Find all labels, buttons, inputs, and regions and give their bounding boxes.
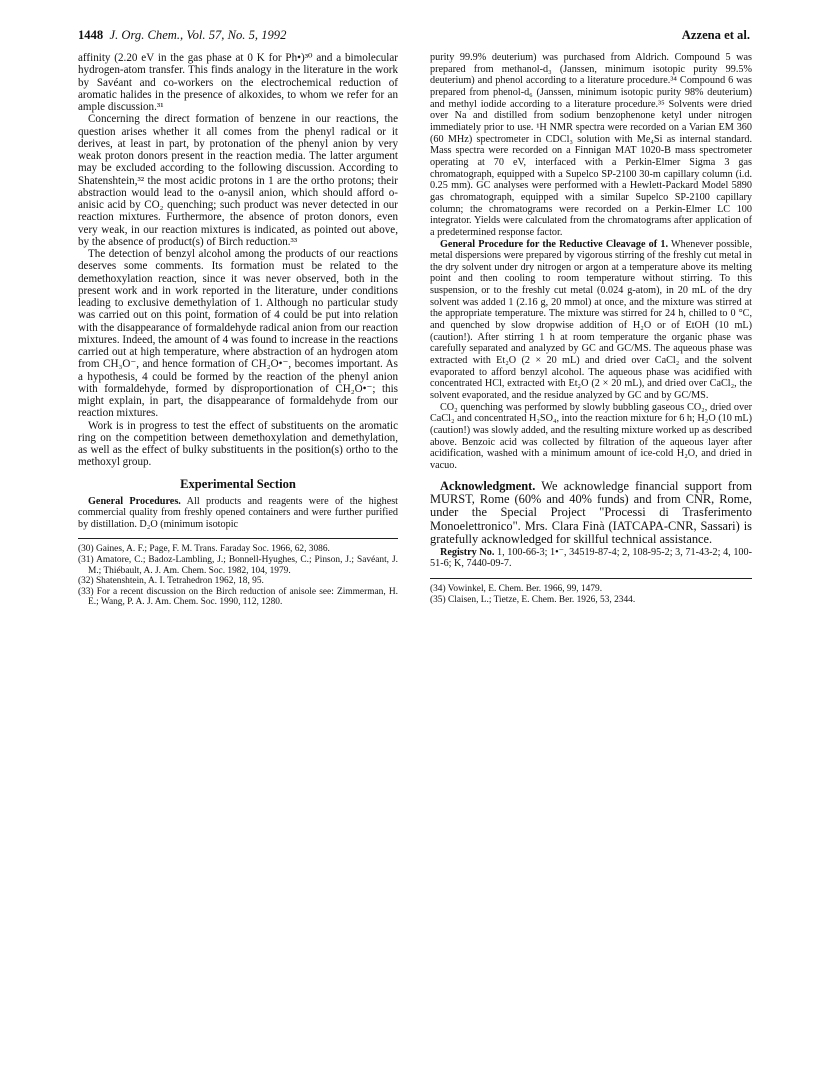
general-procedure-paragraph — [430, 239, 752, 402]
left-paragraph-1: affinity (2.20 eV in the gas phase at 0 K for Ph•)³⁰ and a bimolecular hydrogen-atom transfer. This finds analogy in the literature in the work by Savéant and co-workers on the electrochemical reduction of aromatic halides in the presence of alkoxides, to whom we refer for an ample discussion.³¹ — [78, 52, 398, 113]
running-head — [78, 28, 286, 43]
registry-paragraph — [430, 547, 752, 570]
co2-quenching-paragraph: CO₂ quenching was performed by slowly bubbling gaseous CO₂, dried over CaCl₂ and concentrated H₂SO₄, into the reaction mixture for 6 h; H₂O (10 mL) (caution!) was slowly added, and the resulting mixture worked up as described above. Benzoic acid was collected by filtration of the aqueous layer after acidification, washed with a minimum amount of ice-cold H₂O, and dried in vacuo. — [430, 401, 752, 471]
footnote-30: (30) Gaines, A. F.; Page, F. M. Trans. Faraday Soc. 1966, 62, 3086. — [78, 544, 330, 555]
left-paragraph-3: The detection of benzyl alcohol among the products of our reactions deserves some comments. Its formation must be related to the demethoxylation reaction, since it was never observed, both in the present work and in work reported in the literature, under conditions leading to exclusive demethylation of 1. Although no particular study was carried out on this point, formation of 4 could be put into relation with the disappearance of formaldehyde radical anion from our reaction mixtures. Indeed, the amount of 4 was found to increase in the reactions carried out at high temperature, where abstraction of an hydrogen atom from CH₃O⁻, and hence formation of CH₂O•⁻, becomes important. As a hypothesis, 4 could be formed by the reaction of the phenyl anion with formaldehyde, formed by disproportionation of CH₂O•⁻; this might explain, in part, the disappearance of formaldehyde from our reaction mixtures. — [78, 248, 398, 420]
footnote-rule-right — [430, 578, 752, 579]
right-column — [430, 52, 752, 605]
general-procedure-text: Whenever possible, metal dispersions were prepared by vigorous stirring of the freshly cut metal in the dry solvent under dry nitrogen or argon at a temperature above its melting point and then cooling to room temperature without stirring. To this suspension, or to the freshly cut metal (0.024 g-atom), in 20 mL of the dry solvent was added 1 (2.16 g, 20 mmol) at once, and the mixture was stirred at the appropriate temperature. The mixture was stirred for 24 h, chilled to 0 °C, and quenched by slow dropwise addition of H₂O or of EtOH (10 mL) (caution!). After stirring 1 h at room temperature the organic phase was carefully separated and analyzed by GC and GC/MS. The aqueous phase was extracted with Et₂O (2 × 20 mL) and dried over CaCl₂ and the solvent evaporated to afford benzyl alcohol. The aqueous phase was acidified with concentrated HCl, extracted with Et₂O (2 × 20 mL), and dried over CaCl₂, the solvent evaporated, and the residue analyzed by GC and by GC/MS. — [430, 238, 752, 402]
general-procedure-label: General Procedure for the Reductive Cleavage of 1. — [440, 238, 668, 250]
general-procedures-label: General Procedures. — [88, 495, 181, 507]
author-running-head: Azzena et al. — [681, 28, 750, 42]
registry-label: Registry No. — [440, 546, 495, 558]
acknowledgment-text: We acknowledge financial support from MURST, Rome (60% and 40% funds) and from CNR, Rome, under the Special Project "Processi di Trasferimento Monoelettronico". Mrs. Clara Finà (IATCAPA-CNR, Sassari) is gratefully acknowledged for skillful technical assistance. — [430, 478, 752, 547]
volume-issue-year: Vol. 57, No. 5, 1992 — [186, 28, 287, 42]
page-header — [78, 28, 750, 46]
footnote-33: (33) For a recent discussion on the Birch reduction of anisole see: Zimmerman, H. E.; Wang, P. A. J. Am. Chem. Soc. 1990, 112, 1280. — [78, 586, 398, 608]
page-number: 1448 — [78, 28, 104, 42]
registry-text: 1, 100-66-3; 1•⁻, 34519-87-4; 2, 108-95-2; 3, 71-43-2; 4, 100-51-6; K, 7440-09-7. — [430, 546, 752, 570]
left-column — [78, 52, 398, 608]
footnote-rule — [78, 538, 398, 539]
general-procedures-text: All products and reagents were of the highest commercial quality from freshly opened containers and were further purified by distillation. D₂O (minimum isotopic — [78, 495, 399, 530]
footnote-34: (34) Vowinkel, E. Chem. Ber. 1966, 99, 1479. — [430, 583, 603, 594]
section-title: Experimental Section — [180, 476, 296, 491]
footnote-35: (35) Claisen, L.; Tietze, E. Chem. Ber. 1926, 53, 2344. — [430, 594, 636, 605]
left-paragraph-2: Concerning the direct formation of benzene in our reactions, the question arises whether it all comes from the phenyl radical or it derives, at least in part, by protonation of the phenyl anion by very weak proton donors present in the reaction media. The latter argument may be excluded according to the following discussion. According to Shatenshtein,³² the most acidic protons in 1 are the ortho protons; their abstraction would lead to the o-anysil anion, which should afford o-anisic acid by CO₂ quenching; such product was never detected in our reaction mixtures. Furthermore, the absence of proton donors, even very weak, in our reaction mixtures is indicated, as pointed out above, by the absence of product(s) of Birch reduction.³³ — [78, 113, 398, 248]
general-procedures-paragraph — [78, 496, 398, 531]
footnote-32: (32) Shatenshtein, A. I. Tetrahedron 1962, 18, 95. — [78, 576, 264, 587]
left-paragraph-4: Work is in progress to test the effect of substituents on the aromatic ring on the competition between demethoxylation and demethylation, as well as the effect of bulky substituents in the position(s) ortho to the methoxyl group. — [78, 419, 398, 469]
journal-name: J. Org. Chem., — [109, 28, 184, 42]
footnote-31: (31) Amatore, C.; Badoz-Lambling, J.; Bonnell-Hyughes, C.; Pinson, J.; Savéant, J. M.; Thiébault, A. J. Am. Chem. Soc. 1982, 104, 1979. — [78, 555, 398, 576]
acknowledgment-paragraph — [430, 480, 752, 547]
right-paragraph-1: purity 99.9% deuterium) was purchased from Aldrich. Compound 5 was prepared from methanol-d₃ (Janssen, minimum isotopic purity 99.5% deuterium) and phenol according to a literature procedure.³⁴ Compound 6 was prepared from phenol-d₆ (Janssen, minimum isotopic purity 98% deuterium) and methyl iodide according to a literature procedure.³⁵ Solvents were dried over Na and distilled from sodium benzophenone ketyl under nitrogen immediately prior to use. ¹H NMR spectra were recorded on a Varian EM 360 (60 MHz) spectrometer in CDCl₃ solution with Me₄Si as internal standard. Mass spectra were recorded on a Finnigan MAT 1020-B mass spectrometer operating at 70 eV, interfaced with a Perkin-Elmer Sigma 3 gas chromatograph, equipped with a Supelco SP-2100 30-m capillary column (i.d. 0.25 mm). GC analyses were performed with a Hewlett-Packard Model 5890 gas chromatograph, equipped with a similar Supelco SP-2100 capillary column; the chromatograms were recorded on a Perkin-Elmer LC 100 integrator. Yields were calculated from the chromatograms after application of a predetermined response factor. — [430, 52, 752, 238]
acknowledgment-label: Acknowledgment. — [440, 478, 536, 493]
